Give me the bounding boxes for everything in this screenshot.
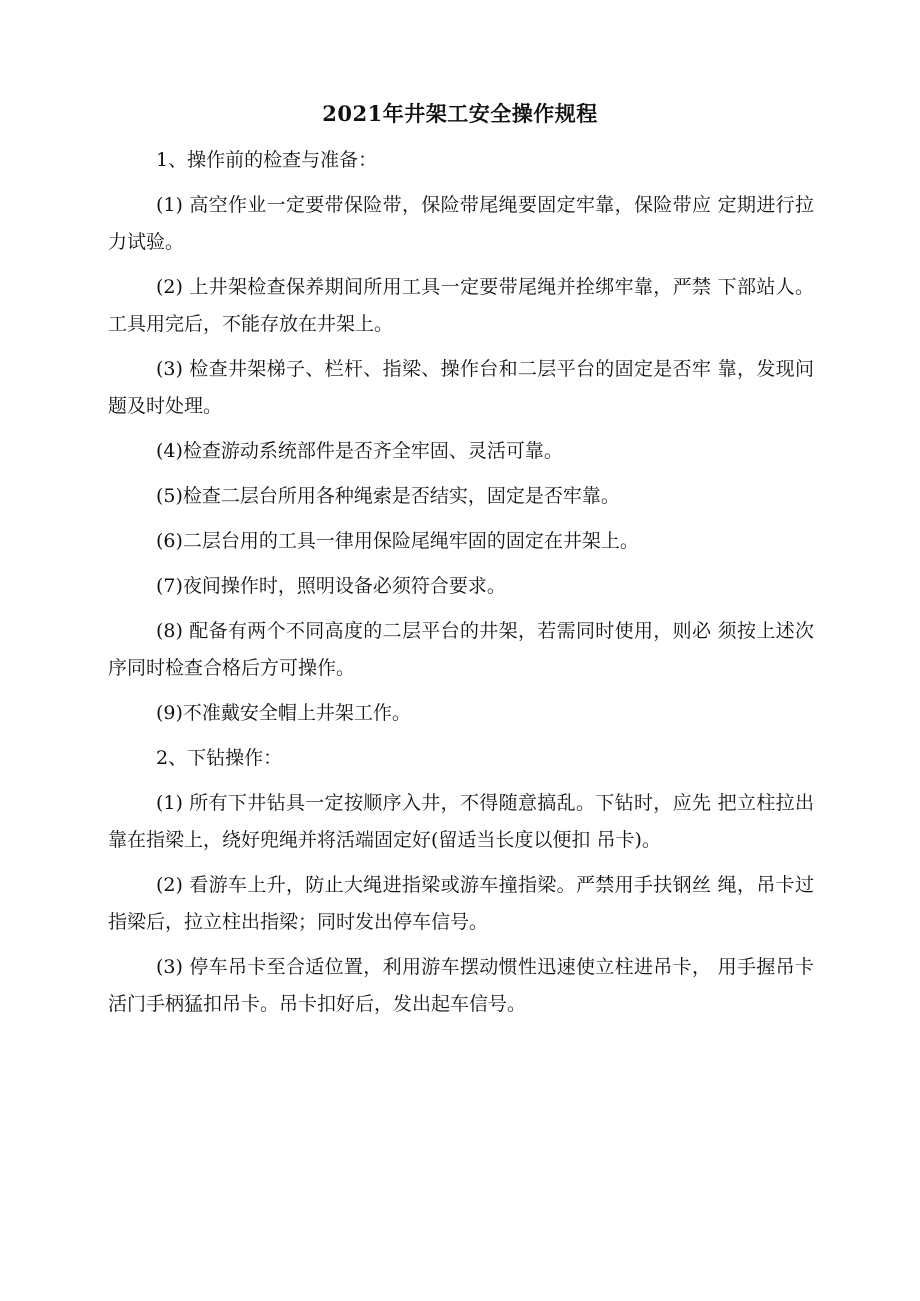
paragraph: (2) 上井架检查保养期间所用工具一定要带尾绳并拴绑牢靠，严禁 下部站人。工具用完后，不能存放在井架上。 xyxy=(108,276,814,335)
paragraph: (3) 检查井架梯子、栏杆、指梁、操作台和二层平台的固定是否牢 靠，发现问题及时处理。 xyxy=(108,358,814,417)
section-heading-2: 2、下钻操作： xyxy=(156,747,283,769)
paragraph: (3) 停车吊卡至合适位置，利用游车摆动惯性迅速使立柱进吊卡， 用手握吊卡活门手柄猛扣吊卡。吊卡扣好后，发出起车信号。 xyxy=(108,956,814,1015)
paragraph: (7)夜间操作时，照明设备必须符合要求。 xyxy=(156,575,506,597)
paragraph: (5)检查二层台所用各种绳索是否结实，固定是否牢靠。 xyxy=(156,485,620,507)
paragraph: (1) 高空作业一定要带保险带，保险带尾绳要固定牢靠，保险带应 定期进行拉力试验。 xyxy=(108,194,814,253)
document-body xyxy=(108,142,814,1023)
paragraph: (2) 看游车上升，防止大绳进指梁或游车撞指梁。严禁用手扶钢丝 绳，吊卡过指梁后，拉立柱出指梁；同时发出停车信号。 xyxy=(108,874,814,933)
paragraph: (9)不准戴安全帽上井架工作。 xyxy=(156,702,411,724)
paragraph: (8) 配备有两个不同高度的二层平台的井架，若需同时使用，则必 须按上述次序同时检查合格后方可操作。 xyxy=(108,620,814,679)
paragraph: (6)二层台用的工具一律用保险尾绳牢固的固定在井架上。 xyxy=(156,530,639,552)
document-title: 2021年井架工安全操作规程 xyxy=(322,101,598,126)
paragraph: (4)检查游动系统部件是否齐全牢固、灵活可靠。 xyxy=(156,440,563,462)
paragraph: (1) 所有下井钻具一定按顺序入井，不得随意搞乱。下钻时，应先 把立柱拉出靠在指梁上，绕好兜绳并将活端固定好(留适当长度以便扣 吊卡)。 xyxy=(108,792,814,851)
section-heading-1: 1、操作前的检查与准备： xyxy=(156,149,378,171)
